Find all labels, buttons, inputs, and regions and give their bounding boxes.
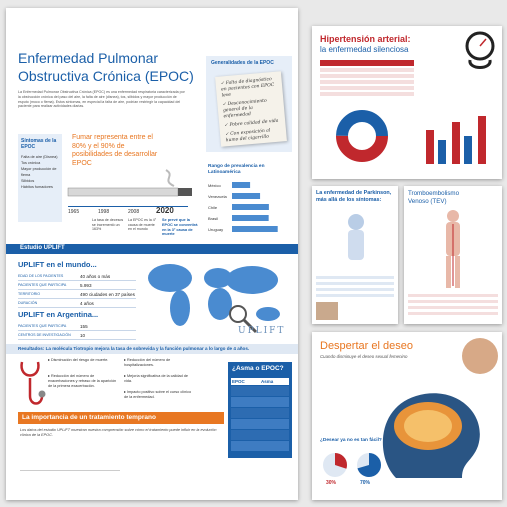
mundo-table (18, 272, 136, 308)
quote-text: Los datos del estudio UPLIFT muestran nuestra comprensión sobre cómo el tratamiento puede influir en la evolución clínica de la EPOC. (20, 428, 217, 437)
hip-table-header (320, 60, 414, 66)
brain-figure-illustration (336, 212, 376, 272)
row-value: 490 ciudades en 37 países (80, 291, 135, 297)
rango-bar (232, 226, 278, 232)
asma-row (231, 408, 289, 418)
benefit-item: ▸ Mejoría significativa de la calidad de vida. (124, 374, 188, 383)
asma-title: ¿Asma o EPOC? (232, 365, 284, 372)
row-label: TERRITORIO (18, 292, 41, 296)
sintomas-list (21, 154, 61, 190)
poster-title-line1: Enfermedad Pulmonar (18, 50, 159, 66)
benefits-list (48, 358, 198, 414)
rango-bar (232, 204, 269, 210)
benefit-item: ▸ Reducción del número de exacerbaciones y retraso de la aparición de la primera exacerbación. (48, 374, 117, 388)
sintomas-title: Síntomas de la EPOC (21, 138, 57, 150)
hip-table-rows (320, 68, 414, 98)
sintoma-item: Tos crónica (21, 161, 41, 165)
table-row (18, 272, 136, 281)
hipertension-title-2: la enfermedad silenciosa (320, 45, 409, 54)
woman-photo (462, 338, 498, 374)
resultados-text: Resultados: La molécula Tiotropio mejora la tasa de sobrevida y la función pulmonar a lo largo de 4 años. (18, 346, 250, 351)
deseo-title: Despertar el deseo (320, 340, 413, 352)
uplift-logo: UPLIFT (238, 326, 286, 336)
timeline-note-1: La tasa de decesos se incrementó un 163% (92, 218, 124, 232)
asma-table (231, 378, 289, 451)
deseo-pie-2 (356, 452, 382, 478)
note-item: ✓ Desconocimiento general de la enfermedad (222, 98, 267, 120)
hipertension-title-1: Hipertensión arterial: (320, 34, 411, 44)
table-row (18, 331, 136, 340)
note-items (215, 71, 287, 152)
tev-title-2: Venoso (TEV) (408, 198, 447, 205)
timeline-note-2: La EPOC es la 4° causa de muerte en el mundo (128, 218, 157, 232)
tev-title-1: Tromboembolismo (408, 190, 460, 197)
hip-bar-chart (422, 110, 496, 166)
deseo-subtitle: Cuando disminuye el deseo sexual femenino (320, 354, 408, 359)
parkinson-photo (316, 302, 338, 320)
asma-row (231, 419, 289, 429)
table-row (18, 290, 136, 299)
benefit-item: ▸ Disminución del riesgo de muerte. (48, 358, 109, 362)
row-label: DURACIÓN (18, 301, 38, 305)
poster-intro: La Enfermedad Pulmonar Obstructiva Crónica (EPOC) es una enfermedad respiratoria caracterizada por la obstrucción crónica del paso del aire, la falta de aire (disnea), tos, silbidos y mayor producción de esputo (moco o flema). Estos síntomas, en especial la falta de aire, podrían restringir la capacidad del paciente para realizar actividades diarias. (18, 90, 185, 109)
parkinson-table (316, 276, 394, 300)
deseo-percent-1: 30% (326, 480, 337, 486)
year-1965: 1965 (68, 209, 80, 215)
row-label: PACIENTES QUE PARTICIPA (18, 324, 67, 328)
rango-bar (232, 193, 260, 199)
brain-head-illustration (366, 378, 496, 490)
note-item: ✓ Pobre calidad de vida (224, 118, 279, 129)
note-item: ✓ Falta de diagnóstico en pacientes con EPOC leve (220, 77, 275, 99)
year-1998: 1998 (98, 209, 110, 215)
blood-pressure-gauge-icon (462, 30, 498, 74)
row-value: 4 años (80, 300, 94, 306)
body-veins-illustration (438, 208, 468, 290)
stethoscope-icon (16, 360, 46, 410)
tev-poster (404, 186, 502, 324)
smoke-text: Fumar representa entre el 80% y el 90% de posibilidades de desarrollar EPOC (72, 134, 158, 167)
parkinson-title-2: más allá de los síntomas: (316, 197, 382, 203)
cigarette-illustration (66, 168, 196, 198)
tev-footer-table (408, 294, 498, 318)
benefit-item: ▸ Impacto positivo sobre el curso clínico de la enfermedad. (124, 390, 192, 399)
asma-header-cell: Asma (261, 379, 274, 384)
deseo-percent-2: 70% (360, 480, 371, 486)
row-value: 5.993 (80, 282, 92, 288)
rango-country-label: Uruguay (208, 227, 224, 232)
parkinson-title-1: La enfermedad de Parkinson, (316, 190, 392, 196)
row-label: EDAD DE LOS PACIENTES (18, 274, 64, 278)
hipertension-poster (312, 26, 502, 179)
world-map (140, 256, 290, 336)
importancia-title: La importancia de un tratamiento temprano (22, 414, 156, 421)
table-row (18, 322, 136, 331)
row-label: CENTROS DE INVESTIGACIÓN (18, 333, 71, 337)
asma-row (231, 441, 289, 451)
row-value: 40 años o más (80, 273, 111, 279)
timeline-note-3: Se prevé que la EPOC se convertirá en la 3° causa de muerte (162, 218, 198, 237)
rango-country-label: Chile (208, 205, 218, 210)
asma-header (231, 378, 289, 385)
rango-bar (232, 215, 269, 221)
deseo-pie-1 (322, 452, 348, 478)
rango-chart (208, 180, 292, 240)
row-label: PACIENTES QUE PARTICIPA (18, 283, 67, 287)
table-row (18, 299, 136, 308)
note-item: ✓ Con exposición al humo del cigarrillo (224, 128, 271, 144)
argentina-table (18, 322, 136, 340)
asma-row (231, 430, 289, 440)
row-value: 155 (80, 323, 88, 329)
hip-donut-chart (332, 106, 392, 166)
asma-row (231, 397, 289, 407)
row-value: 10 (80, 332, 86, 338)
mundo-title: UPLIFT en el mundo... (18, 260, 97, 269)
sintoma-item: Silbidos (21, 179, 35, 183)
estudio-title: Estudio UPLIFT (20, 245, 65, 251)
table-row (18, 281, 136, 290)
rango-country-label: Brasil (208, 216, 219, 221)
rango-country-label: Venezuela (208, 194, 227, 199)
asma-row (231, 386, 289, 396)
sintoma-item: Falta de aire (Disnea) (21, 155, 58, 159)
year-2020: 2020 (156, 206, 174, 215)
generalidades-title: Generalidades de la EPOC (211, 60, 274, 66)
sintoma-item: Mayor producción de flema (21, 167, 57, 177)
year-2008: 2008 (128, 209, 140, 215)
rango-title: Rango de prevalencia en Latinoamérica (208, 164, 265, 175)
deseo-poster (312, 332, 502, 500)
argentina-title: UPLIFT en Argentina... (18, 310, 99, 319)
deseo-question: ¿Desear ya no es tan fácil? (320, 438, 382, 443)
sticky-note (215, 71, 287, 146)
footnote-line (20, 470, 120, 471)
sintoma-item: Hábitos fumadores (21, 185, 53, 189)
asma-header-cell: EPOC (232, 379, 245, 384)
asma-box (228, 362, 292, 458)
epoc-poster (6, 8, 298, 500)
parkinson-poster (312, 186, 398, 324)
rango-country-label: México (208, 183, 221, 188)
benefit-item: ▸ Reducción del número de hospitalizaciones. (124, 358, 171, 367)
poster-title-line2: Obstructiva Crónica (EPOC) (18, 68, 194, 84)
rango-bar (232, 182, 250, 188)
